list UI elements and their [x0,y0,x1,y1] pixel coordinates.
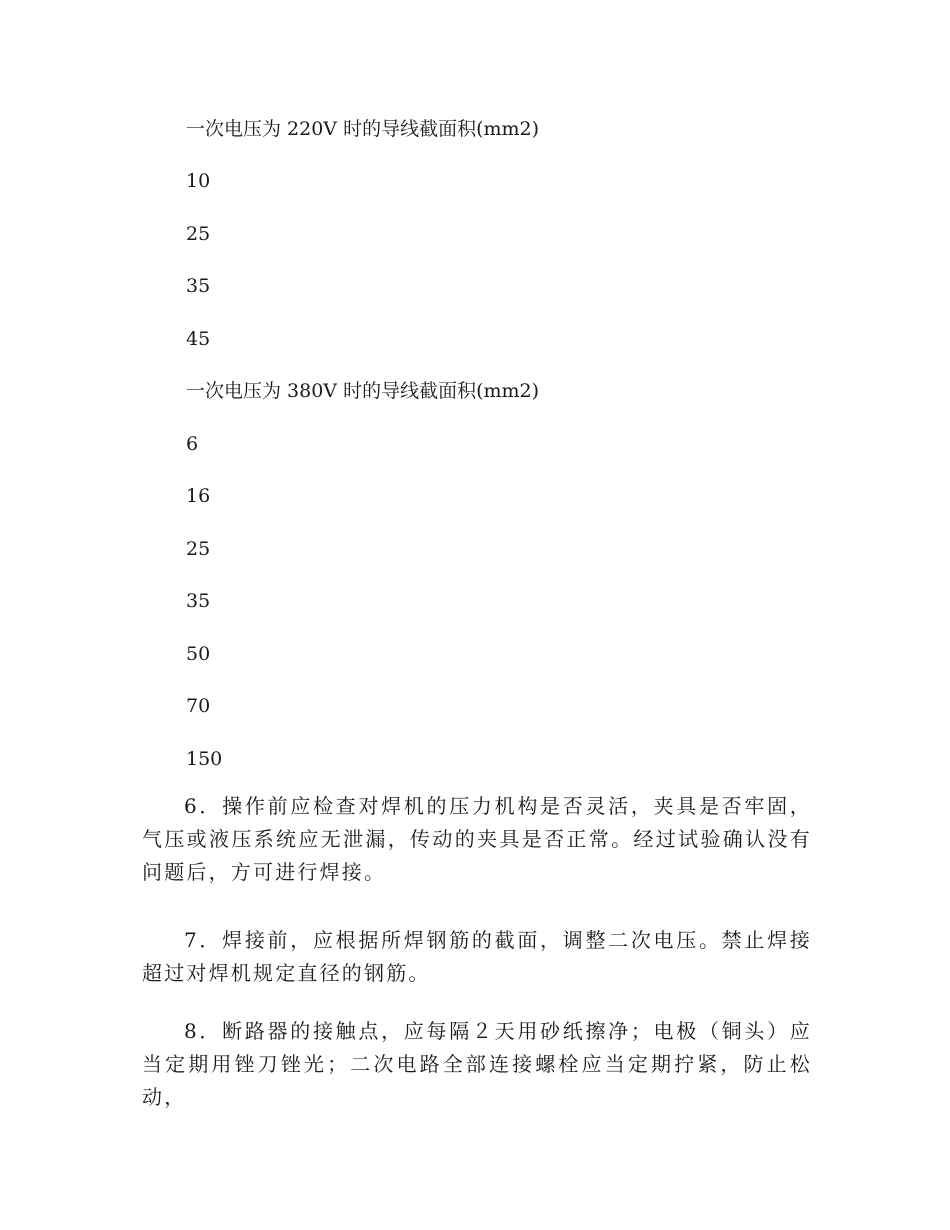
paragraph-8: 8．断路器的接触点，应每隔２天用砂纸擦净；电极（铜头）应当定期用锉刀锉光；二次电路全部连接螺栓应当定期拧紧，防止松动， [142,1019,812,1109]
value-380v-3: 25 [186,538,211,560]
value-220v-4: 45 [186,328,211,350]
value-380v-6: 70 [186,695,211,717]
value-220v-3: 35 [186,275,211,297]
paragraph-6: 6．操作前应检查对焊机的压力机构是否灵活，夹具是否牢固，气压或液压系统应无泄漏，传动的夹具是否正常。经过试验确认没有问题后，方可进行焊接。 [142,794,812,884]
header-380v: 一次电压为 380V 时的导线截面积(mm2) [186,380,540,402]
value-380v-1: 6 [186,433,199,455]
value-380v-4: 35 [186,590,211,612]
value-380v-7: 150 [186,748,223,770]
value-380v-5: 50 [186,643,211,665]
value-220v-2: 25 [186,223,211,245]
value-220v-1: 10 [186,170,211,192]
value-380v-2: 16 [186,485,211,507]
header-220v: 一次电压为 220V 时的导线截面积(mm2) [186,118,540,140]
paragraph-7: 7．焊接前，应根据所焊钢筋的截面，调整二次电压。禁止焊接超过对焊机规定直径的钢筋。 [142,928,812,985]
